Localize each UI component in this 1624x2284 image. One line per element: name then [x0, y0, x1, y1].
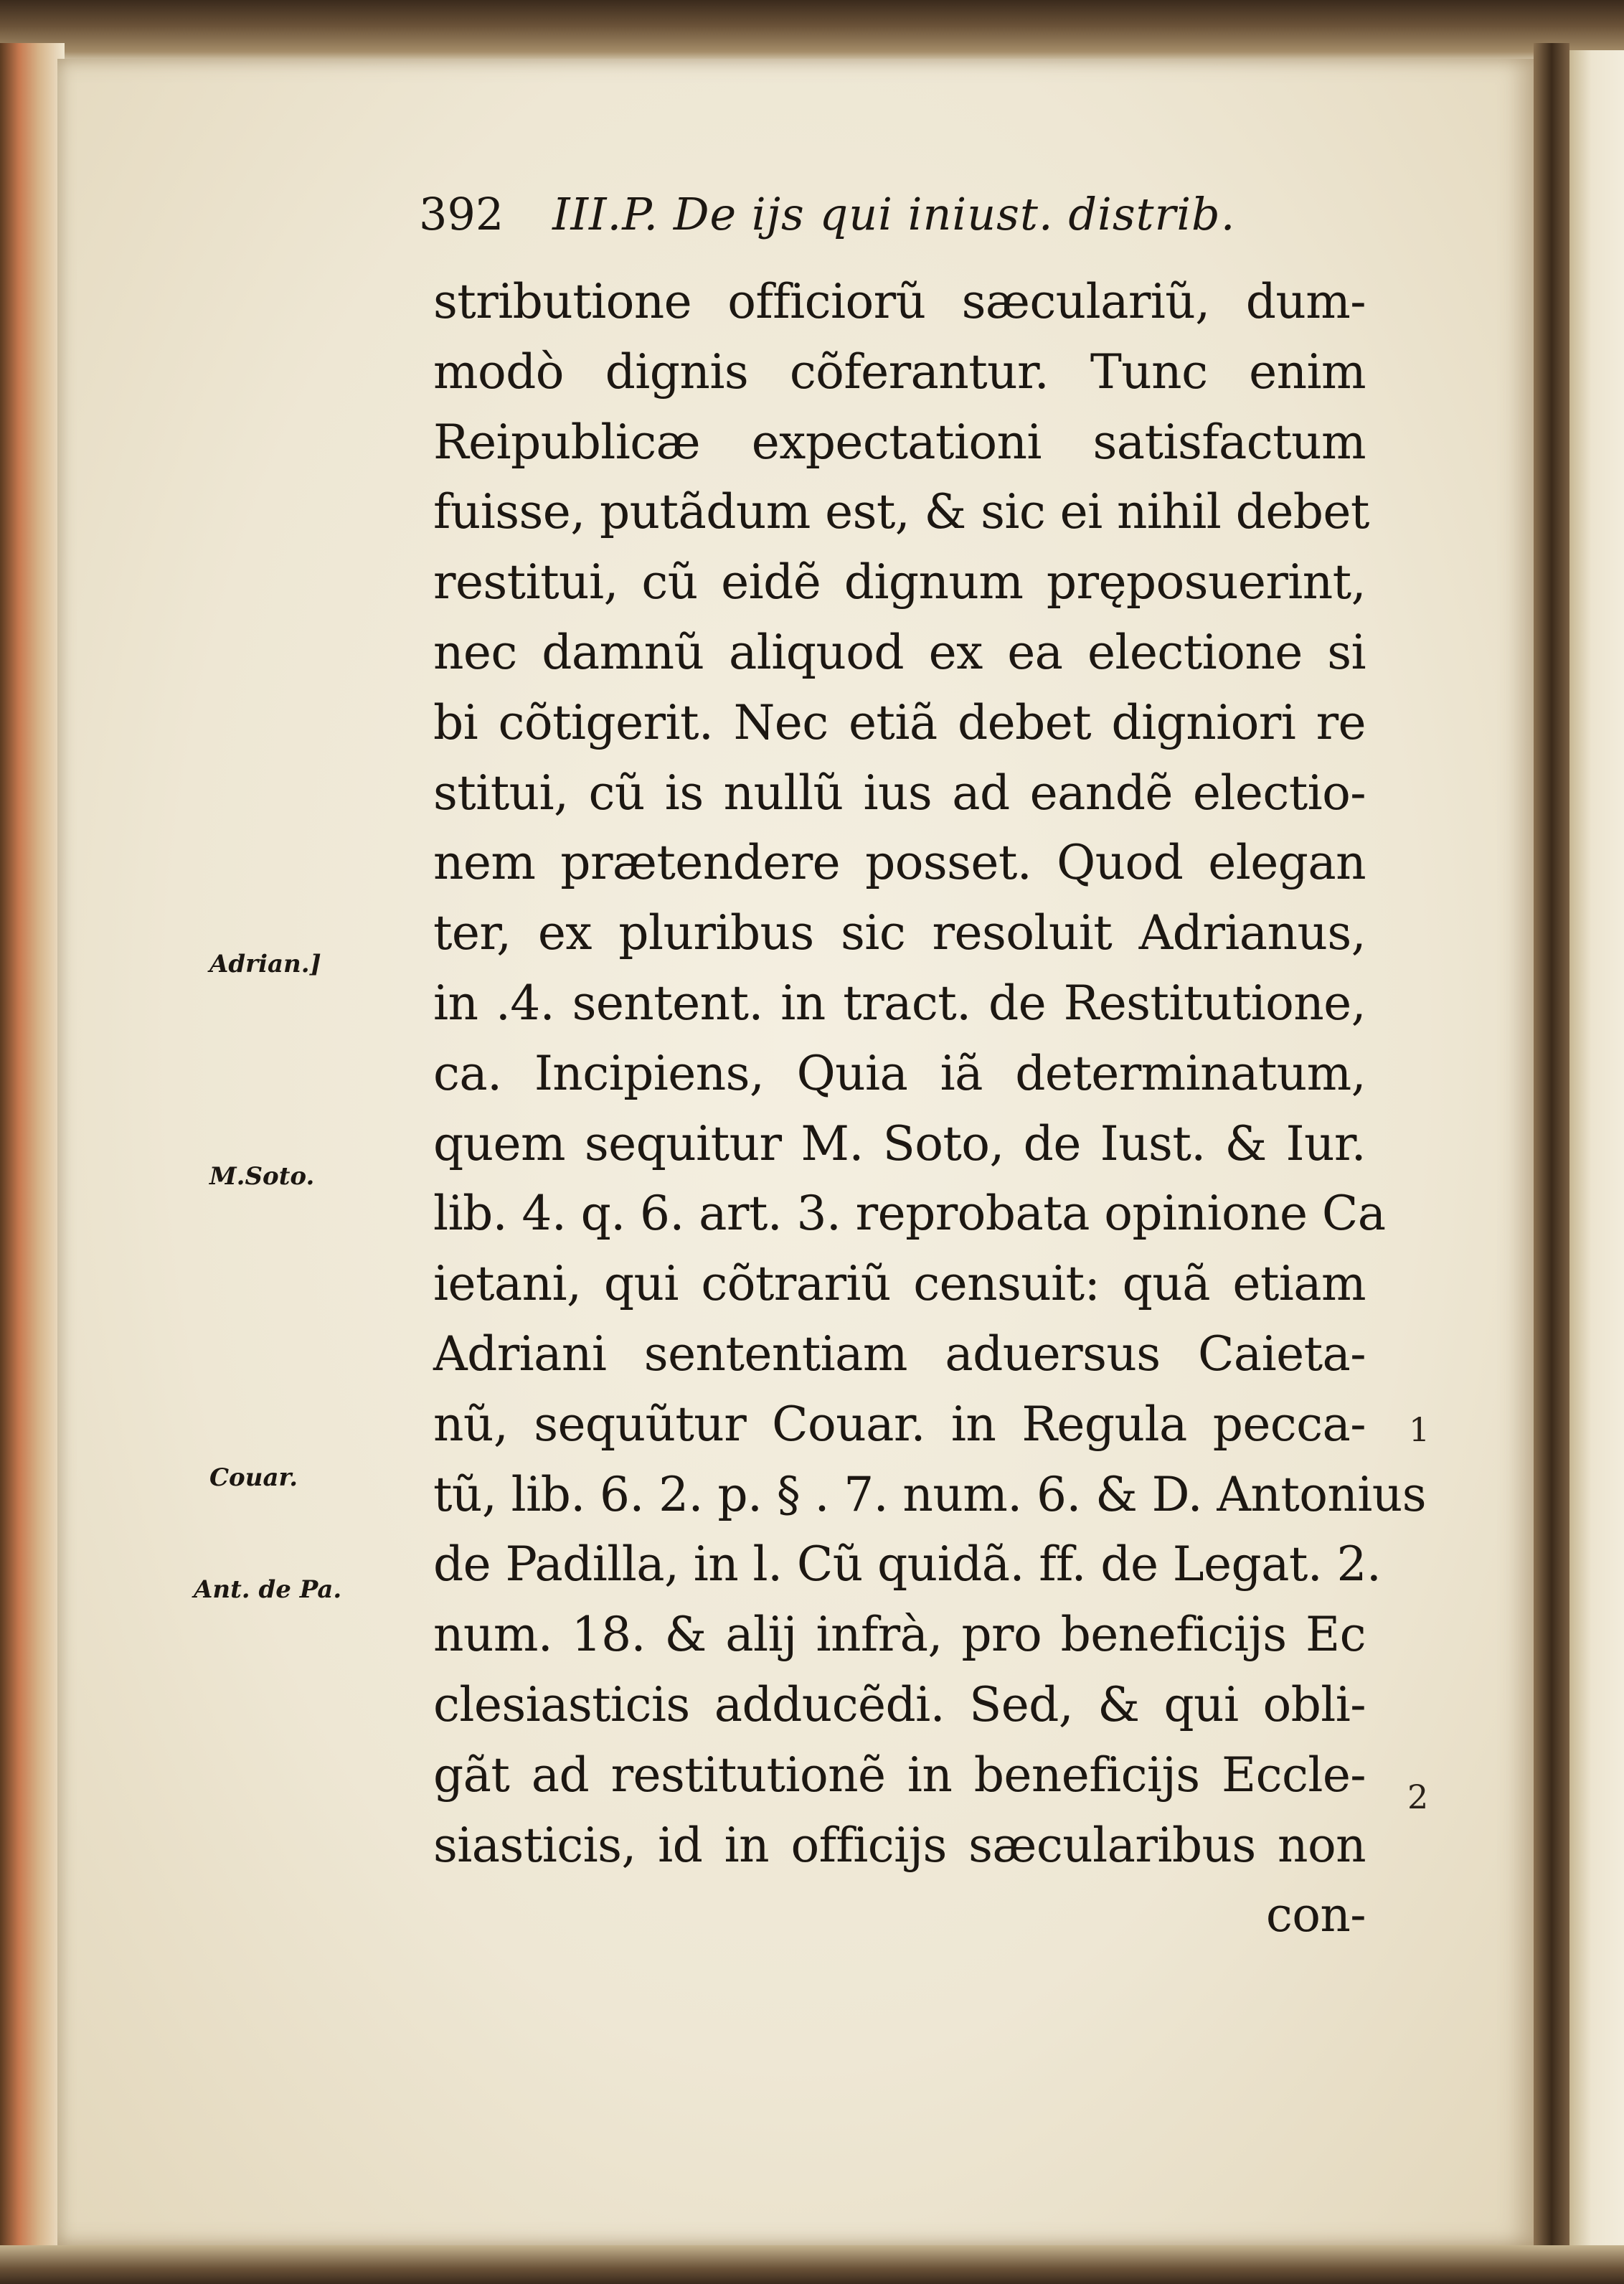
text-line: bi cõtigerit. Nec etiã debet digniori re — [433, 694, 1366, 750]
facing-page-edge — [1569, 50, 1624, 2260]
margin-note-soto: M.Soto. — [209, 1162, 315, 1191]
margin-note-couar: Couar. — [209, 1463, 298, 1492]
text-line: fuisse, putãdum est, & sic ei nihil debet — [433, 484, 1369, 540]
text-line: clesiasticis adducẽdi. Sed, & qui obli- — [433, 1676, 1366, 1732]
text-line: nũ, sequũtur Couar. in Regula pecca- — [433, 1396, 1366, 1452]
body-text — [433, 267, 1426, 1950]
outer-margin-number: 2 — [1407, 1778, 1429, 1816]
text-line: siasticis, id in officijs sæcularibus non — [433, 1817, 1366, 1873]
text-line: de Padilla, in l. Cũ quidã. ff. de Legat. 2. — [433, 1537, 1382, 1592]
text-line: ietani, qui cõtrariũ censuit: quã etiam — [433, 1256, 1366, 1312]
book-gutter — [1534, 43, 1569, 2267]
text-line: num. 18. & alij infrà, pro beneficijs Ec — [433, 1607, 1366, 1663]
text-line: ter, ex pluribus sic resoluit Adrianus, — [433, 905, 1366, 961]
catchword: con- — [1265, 1887, 1366, 1943]
text-line: quem sequitur M. Soto, de Iust. & Iur. — [433, 1115, 1366, 1171]
text-line: gãt ad restitutionẽ in beneficijs Eccle- — [433, 1747, 1366, 1803]
page-header — [419, 188, 1351, 253]
book-left-edge — [0, 43, 65, 2252]
text-line: modò dignis cõferantur. Tunc enim — [433, 344, 1366, 400]
text-line: Adriani sententiam aduersus Caieta- — [433, 1326, 1366, 1382]
margin-note-padilla: Ant. de Pa. — [194, 1575, 342, 1604]
text-line: in .4. sentent. in tract. de Restitutione, — [433, 975, 1366, 1031]
outer-margin-number: 1 — [1409, 1410, 1430, 1449]
text-line: stitui, cũ is nullũ ius ad eandẽ electio- — [433, 765, 1366, 821]
page-number: 392 — [419, 188, 504, 240]
text-line: Reipublicæ expectationi satisfactum — [433, 414, 1366, 470]
book-top-edge — [0, 0, 1624, 65]
running-title: III.P. De ijs qui iniust. distrib. — [552, 188, 1236, 240]
text-line: stributione officiorũ sæculariũ, dum- — [433, 274, 1366, 329]
text-line: tũ, lib. 6. 2. p. § . 7. num. 6. & D. Antonius — [433, 1466, 1426, 1522]
text-line: ca. Incipiens, Quia iã determinatum, — [433, 1045, 1366, 1101]
text-line: nec damnũ aliquod ex ea electione si — [433, 624, 1366, 680]
book-bottom-edge — [0, 2245, 1624, 2284]
text-line: lib. 4. q. 6. art. 3. reprobata opinione Ca — [433, 1186, 1386, 1242]
text-line: nem prætendere posset. Quod elegan — [433, 835, 1366, 891]
text-line: restitui, cũ eidẽ dignum pręposuerint, — [433, 555, 1366, 610]
margin-note-adrian: Adrian.] — [209, 950, 321, 978]
